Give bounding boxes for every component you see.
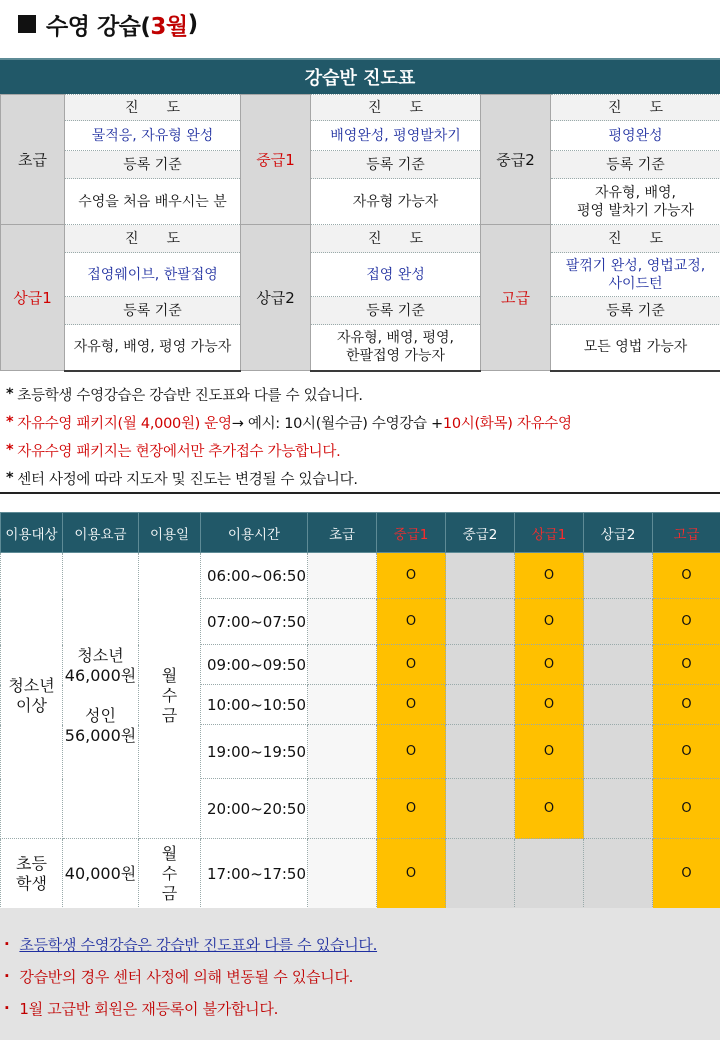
mark-cell: O: [653, 685, 720, 725]
mark-cell: O: [653, 645, 720, 685]
mark-cell: O: [515, 725, 584, 779]
progress-table: [0, 94, 720, 372]
mark-cell: O: [377, 645, 446, 685]
time-cell: 17:00~17:50: [201, 839, 308, 909]
mark-cell: [308, 685, 377, 725]
time-cell: 20:00~20:50: [201, 779, 308, 839]
col-header-days: 이용일: [139, 513, 201, 553]
mark-cell: O: [377, 553, 446, 599]
bullet-icon: ·: [4, 935, 10, 953]
progress-label: 진 도: [551, 225, 720, 253]
table-row: [1, 839, 720, 909]
mark-cell: O: [653, 725, 720, 779]
table-row: [1, 553, 720, 599]
mark-cell: O: [515, 553, 584, 599]
mark-cell: [446, 599, 515, 645]
note-line: · 초등학생 수영강습은 강습반 진도표와 다를 수 있습니다.: [4, 935, 378, 954]
target-cell: 청소년 이상: [1, 553, 63, 839]
mark-cell: O: [515, 645, 584, 685]
criteria-label: 등록 기준: [311, 151, 481, 179]
level-intermediate2: 중급2: [481, 95, 551, 225]
mark-cell: [515, 839, 584, 909]
col-header-target: 이용대상: [1, 513, 63, 553]
note-line: * 초등학생 수영강습은 강습반 진도표와 다를 수 있습니다.: [6, 386, 363, 404]
mark-cell: [584, 779, 653, 839]
mark-cell: O: [653, 599, 720, 645]
progress-table-header: 강습반 진도표: [0, 58, 720, 94]
criteria-value: 자유형, 배영, 평영 발차기 가능자: [551, 179, 720, 225]
criteria-label: 등록 기준: [551, 297, 720, 325]
col-header-intermediate2: 중급2: [446, 513, 515, 553]
asterisk-icon: *: [6, 414, 14, 430]
criteria-label: 등록 기준: [551, 151, 720, 179]
note-line: * 센터 사정에 따라 지도자 및 진도는 변경될 수 있습니다.: [6, 470, 358, 488]
progress-value: 배영완성, 평영발차기: [311, 121, 481, 151]
mark-cell: O: [653, 779, 720, 839]
bullet-icon: ·: [4, 999, 10, 1017]
progress-label: 진 도: [65, 95, 241, 121]
mark-cell: O: [377, 779, 446, 839]
square-bullet-icon: [18, 15, 36, 33]
title-suffix: ): [187, 11, 198, 37]
col-header-advanced2: 상급2: [584, 513, 653, 553]
col-header-time: 이용시간: [201, 513, 308, 553]
page-title: [18, 6, 198, 42]
progress-value: 물적응, 자유형 완성: [65, 121, 241, 151]
col-header-intermediate1: 중급1: [377, 513, 446, 553]
mark-cell: O: [653, 553, 720, 599]
time-cell: 06:00~06:50: [201, 553, 308, 599]
progress-value: 접영웨이브, 한팔접영: [65, 253, 241, 297]
mark-cell: [584, 645, 653, 685]
mark-cell: O: [377, 599, 446, 645]
progress-label: 진 도: [65, 225, 241, 253]
criteria-label: 등록 기준: [65, 151, 241, 179]
col-header-fee: 이용요금: [63, 513, 139, 553]
mark-cell: [308, 553, 377, 599]
mark-cell: O: [515, 685, 584, 725]
progress-label: 진 도: [551, 95, 720, 121]
time-cell: 19:00~19:50: [201, 725, 308, 779]
time-cell: 10:00~10:50: [201, 685, 308, 725]
mark-cell: [446, 553, 515, 599]
col-header-advanced1: 상급1: [515, 513, 584, 553]
days-cell: 월 수 금: [139, 839, 201, 909]
note-line: * 자유수영 패키지(월 4,000원) 운영 → 예시: 10시(월수금) 수영강습 + 10시(화목) 자유수영: [6, 414, 572, 432]
title-prefix: 수영 강습(: [46, 13, 151, 40]
mark-cell: O: [377, 685, 446, 725]
criteria-value: 수영을 처음 배우시는 분: [65, 179, 241, 225]
mark-cell: O: [653, 839, 720, 909]
note-line: · 1월 고급반 회원은 재등록이 불가합니다.: [4, 999, 279, 1018]
time-cell: 09:00~09:50: [201, 645, 308, 685]
target-cell: 초등 학생: [1, 839, 63, 909]
mark-cell: [584, 599, 653, 645]
time-cell: 07:00~07:50: [201, 599, 308, 645]
fee-cell: 청소년 46,000원 성인 56,000원: [63, 553, 139, 839]
mark-cell: [308, 645, 377, 685]
criteria-label: 등록 기준: [65, 297, 241, 325]
level-beginner: 초급: [1, 95, 65, 225]
title-month: 3월: [150, 13, 188, 40]
notes-bottom: [0, 908, 720, 1040]
level-intermediate1: 중급1: [241, 95, 311, 225]
mark-cell: [446, 685, 515, 725]
progress-label: 진 도: [311, 95, 481, 121]
col-header-beginner: 초급: [308, 513, 377, 553]
progress-value: 평영완성: [551, 121, 720, 151]
mark-cell: [308, 599, 377, 645]
mark-cell: [446, 725, 515, 779]
mark-cell: O: [377, 839, 446, 909]
notes-top: [0, 372, 720, 494]
mark-cell: O: [515, 599, 584, 645]
criteria-value: 모든 영법 가능자: [551, 325, 720, 371]
mark-cell: [584, 839, 653, 909]
criteria-label: 등록 기준: [311, 297, 481, 325]
level-advanced2: 상급2: [241, 225, 311, 371]
mark-cell: [584, 685, 653, 725]
criteria-value: 자유형, 배영, 평영, 한팔접영 가능자: [311, 325, 481, 371]
mark-cell: [308, 725, 377, 779]
mark-cell: [446, 645, 515, 685]
progress-value: 팔꺾기 완성, 영법교정, 사이드턴: [551, 253, 720, 297]
col-header-expert: 고급: [653, 513, 720, 553]
level-advanced1: 상급1: [1, 225, 65, 371]
mark-cell: [308, 779, 377, 839]
criteria-value: 자유형, 배영, 평영 가능자: [65, 325, 241, 371]
progress-value: 접영 완성: [311, 253, 481, 297]
asterisk-icon: *: [6, 470, 14, 486]
note-line: * 자유수영 패키지는 현장에서만 추가접수 가능합니다.: [6, 442, 341, 460]
asterisk-icon: *: [6, 386, 14, 402]
level-expert: 고급: [481, 225, 551, 371]
mark-cell: [584, 725, 653, 779]
fee-cell: 40,000원: [63, 839, 139, 909]
note-line: · 강습반의 경우 센터 사정에 의해 변동될 수 있습니다.: [4, 967, 354, 986]
schedule-table: [0, 512, 720, 909]
mark-cell: O: [515, 779, 584, 839]
bullet-icon: ·: [4, 967, 10, 985]
criteria-value: 자유형 가능자: [311, 179, 481, 225]
mark-cell: [446, 839, 515, 909]
mark-cell: [584, 553, 653, 599]
days-cell: 월 수 금: [139, 553, 201, 839]
progress-label: 진 도: [311, 225, 481, 253]
mark-cell: [446, 779, 515, 839]
mark-cell: [308, 839, 377, 909]
mark-cell: O: [377, 725, 446, 779]
asterisk-icon: *: [6, 442, 14, 458]
